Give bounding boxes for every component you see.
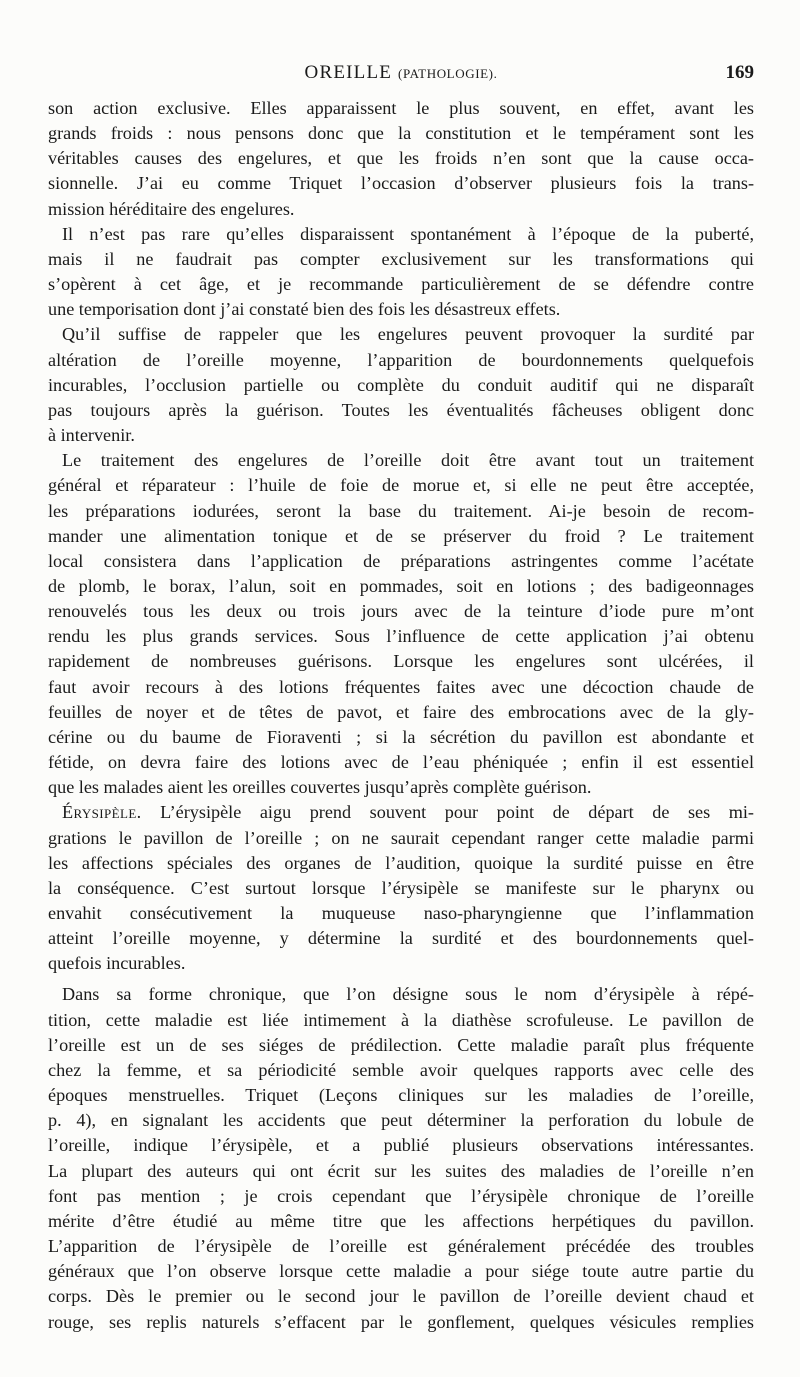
- text-line: [48, 800, 754, 825]
- text-line: Il n’est pas rare qu’elles disparaissent spontanément à l’époque de la puberté,: [62, 223, 754, 244]
- section-lead: Érysipèle.: [62, 802, 142, 823]
- text-line: l’oreille est un de ses siéges de prédilection. Cette maladie paraît plus fréquente: [48, 1034, 754, 1055]
- text-line: rendu les plus grands services. Sous l’influence de cette application j’ai obtenu: [48, 626, 754, 647]
- text-line-rest: L’érysipèle aigu prend souvent pour point de départ de ses mi-: [141, 802, 754, 823]
- text-line: quefois incurables.: [48, 953, 186, 974]
- text-line: général et réparateur : l’huile de foie de morue et, si elle ne peut être acceptée,: [48, 475, 754, 496]
- text-line: que les malades aient les oreilles couvertes jusqu’après complète guérison.: [48, 777, 592, 798]
- paragraph-5: [48, 800, 754, 976]
- text-line: atteint l’oreille moyenne, y détermine la surdité et des bourdonnements quel-: [48, 928, 754, 949]
- text-line: envahit consécutivement la muqueuse naso-pharyngienne que l’inflammation: [48, 903, 754, 923]
- header-title: OREILLE: [304, 62, 393, 83]
- text-line: corps. Dès le premier ou le second jour le pavillon de l’oreille devient chaud et: [48, 1286, 754, 1307]
- text-line: sionnelle. J’ai eu comme Triquet l’occasion d’observer plusieurs fois la trans-: [48, 173, 754, 194]
- text-line: cérine ou du baume de Fioraventi ; si la sécrétion du pavillon est abondante et: [48, 726, 754, 747]
- text-line: pas toujours après la guérison. Toutes les éventualités fâcheuses obligent donc: [48, 399, 754, 420]
- text-line: Dans sa forme chronique, que l’on désigne sous le nom d’érysipèle à répé-: [62, 984, 754, 1005]
- text-line: à intervenir.: [48, 425, 135, 446]
- text-line: son action exclusive. Elles apparaissent le plus souvent, en effet, avant les: [48, 98, 754, 118]
- text-line: feuilles de noyer et de têtes de pavot, et faire des embrocations avec de la gly-: [48, 701, 754, 722]
- paragraph-6: [48, 982, 754, 1334]
- text-line: mais il ne faudrait pas compter exclusivement sur les transformations qui: [48, 248, 754, 269]
- text-line: local consistera dans l’application de préparations astringentes comme l’acétate: [48, 550, 754, 571]
- text-line: de plomb, le borax, l’alun, soit en pommades, soit en lotions ; des badigeonnages: [48, 575, 754, 596]
- text-line: époques menstruelles. Triquet (Leçons cliniques sur les maladies de l’oreille,: [48, 1085, 754, 1106]
- text-line: généraux que l’on observe lorsque cette maladie a pour siége toute autre partie du: [48, 1261, 754, 1282]
- text-line: chez la femme, et sa périodicité semble avoir quelques rapports avec celle des: [48, 1059, 754, 1080]
- text-line: mérite d’être étudié au même titre que les affections herpétiques du pavillon.: [48, 1210, 754, 1231]
- text-line: l’oreille, indique l’érysipèle, et a publié plusieurs observations intéressantes.: [48, 1135, 754, 1156]
- paragraph-1: [48, 96, 754, 222]
- text-line: altération de l’oreille moyenne, l’apparition de bourdonnements quelquefois: [48, 349, 754, 370]
- text-line: L’apparition de l’érysipèle de l’oreille est généralement précédée des troubles: [48, 1236, 754, 1257]
- paragraph-3: [48, 322, 754, 448]
- text-line: s’opèrent à cet âge, et je recommande particulièrement de se défendre contre: [48, 274, 754, 295]
- body-text: [48, 96, 754, 1335]
- text-line: Qu’il suffise de rappeler que les engelures peuvent provoquer la surdité par: [62, 324, 754, 345]
- text-line: rapidement de nombreuses guérisons. Lorsque les engelures sont ulcérées, il: [48, 651, 754, 672]
- text-line: grations le pavillon de l’oreille ; on ne saurait cependant ranger cette maladie parmi: [48, 827, 754, 848]
- text-line: incurables, l’occlusion partielle ou complète du conduit auditif qui ne disparaît: [48, 374, 754, 395]
- text-line: font pas mention ; je crois cependant que l’érysipèle chronique de l’oreille: [48, 1185, 754, 1206]
- text-line: renouvelés tous les deux ou trois jours avec de la teinture d’iode pure m’ont: [48, 601, 754, 622]
- text-line: La plupart des auteurs qui ont écrit sur les suites des maladies de l’oreille n’en: [48, 1160, 754, 1181]
- text-line: grands froids : nous pensons donc que la constitution et le tempérament sont les: [48, 123, 754, 144]
- text-line: tition, cette maladie est liée intimement à la diathèse scrofuleuse. Le pavillon de: [48, 1009, 754, 1030]
- text-line: p. 4), en signalant les accidents que peut déterminer la perforation du lobule de: [48, 1110, 754, 1131]
- text-line: les affections spéciales des organes de l’audition, quoique la surdité puisse en être: [48, 852, 754, 873]
- paragraph-2: [48, 222, 754, 323]
- text-line: Le traitement des engelures de l’oreille doit être avant tout un traitement: [62, 450, 754, 471]
- text-line: une temporisation dont j’ai constaté bien des fois les désastreux effets.: [48, 299, 561, 320]
- text-line: mander une alimentation tonique et de se préserver du froid ? Le traitement: [48, 525, 754, 546]
- page-number: 169: [725, 62, 754, 83]
- text-line: rouge, ses replis naturels s’effacent par le gonflement, quelques vésicules remplies: [48, 1311, 754, 1332]
- text-line: mission héréditaire des engelures.: [48, 198, 295, 219]
- header-subtitle: (PATHOLOGIE).: [398, 66, 498, 81]
- paragraph-4: [48, 448, 754, 800]
- running-head: [48, 62, 754, 90]
- text-line: faut avoir recours à des lotions fréquentes faites avec une décoction chaude de: [48, 676, 754, 697]
- text-line: véritables causes des engelures, et que les froids n’en sont que la cause occa-: [48, 148, 754, 169]
- text-line: les préparations iodurées, seront la base du traitement. Ai-je besoin de recom-: [48, 500, 754, 521]
- text-line: la conséquence. C’est surtout lorsque l’érysipèle se manifeste sur le pharynx ou: [48, 877, 754, 898]
- text-line: fétide, on devra faire des lotions avec de l’eau phéniquée ; enfin il est essentiel: [48, 752, 754, 773]
- running-title: [48, 62, 754, 84]
